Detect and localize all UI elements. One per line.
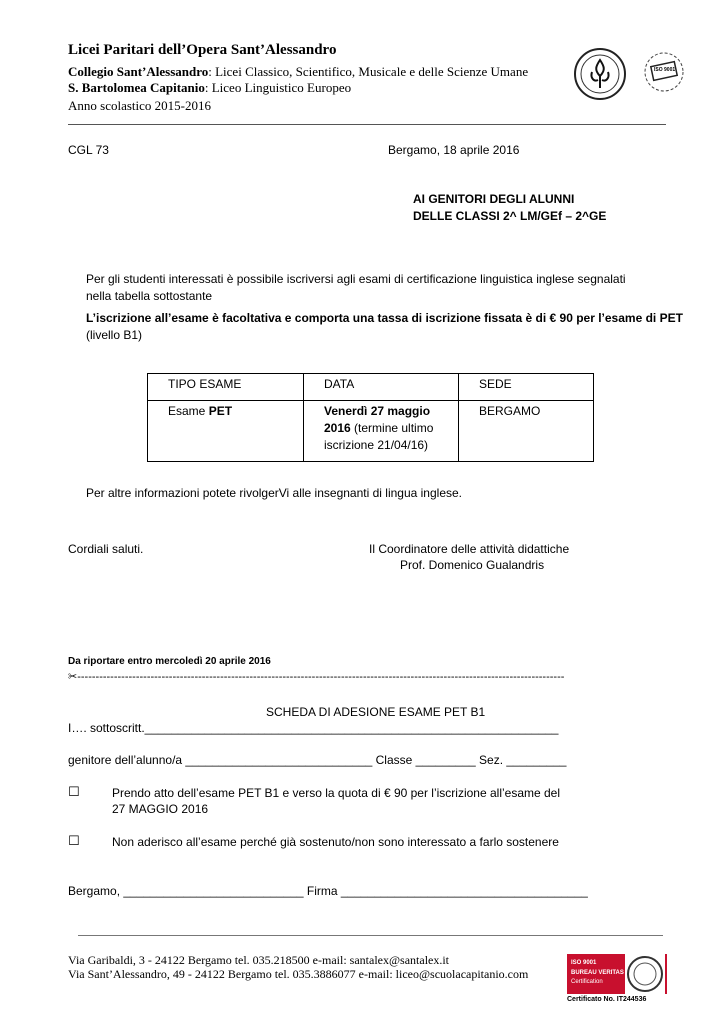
undersigned-field[interactable]: I…. sottoscritt.______________________________________________________________: [68, 721, 559, 735]
college-desc: : Licei Classico, Scientifico, Musicale e delle Scienze Umane: [208, 64, 529, 79]
liceo-desc: : Liceo Linguistico Europeo: [204, 80, 352, 95]
cert-label: Certification: [571, 979, 603, 985]
cell-exam-date: Venerdì 27 maggio 2016 (termine ultimo iscrizione 21/04/16): [304, 401, 459, 462]
school-logo-icon: [574, 48, 626, 100]
recipient-line-2: DELLE CLASSI 2^ LM/GEf – 2^GE: [413, 209, 607, 223]
header-data: DATA: [304, 374, 459, 401]
cert-brand: BUREAU VERITAS: [571, 970, 624, 976]
address-1: Via Garibaldi, 3 - 24122 Bergamo tel. 035.218500 e-mail: santalex@santalex.it: [68, 953, 450, 967]
table-header-row: [148, 374, 594, 401]
checkbox-decline[interactable]: ☐: [68, 834, 80, 849]
checkbox-accept[interactable]: ☐: [68, 785, 80, 800]
option-accept-line-2: 27 MAGGIO 2016: [112, 802, 209, 816]
return-deadline: Da riportare entro mercoledì 20 aprile 2016: [68, 656, 271, 667]
greeting: Cordiali saluti.: [68, 542, 144, 556]
cert-number: Certificato No. IT244536: [567, 996, 647, 1003]
cert-iso: ISO 9001: [571, 960, 597, 966]
school-year: Anno scolastico 2015-2016: [68, 98, 211, 113]
header-tipo-esame: TIPO ESAME: [148, 374, 304, 401]
bureau-veritas-badge: [567, 954, 667, 994]
form-title: SCHEDA DI ADESIONE ESAME PET B1: [266, 705, 486, 719]
parent-student-field[interactable]: genitore dell’alunno/a ____________________________ Classe _________ Sez. _________: [68, 753, 567, 767]
signatory-role: Il Coordinatore delle attività didattiche: [369, 542, 570, 556]
cut-line: [68, 670, 608, 683]
school-title: Licei Paritari dell’Opera Sant’Alessandro: [68, 42, 337, 58]
option-accept-line-1: Prendo atto dell’esame PET B1 e verso la quota di € 90 per l’iscrizione all’esame del: [112, 786, 561, 800]
protocol-ref: CGL 73: [68, 143, 109, 157]
header-line-1: [68, 64, 528, 80]
intro-line-1: Per gli studenti interessati è possibile iscriversi agli esami di certificazione linguistica inglese segnalati: [86, 272, 626, 286]
info-line: Per altre informazioni potete rivolgerVi alle insegnanti di lingua inglese.: [86, 486, 462, 500]
place-date: Bergamo, 18 aprile 2016: [388, 143, 520, 157]
cell-exam-type: Esame PET: [148, 401, 304, 462]
bureau-veritas-seal-icon: [625, 954, 665, 994]
quality-seal-label: ISO 9001: [654, 67, 676, 73]
liceo-name: S. Bartolomea Capitanio: [68, 80, 205, 95]
option-decline: Non aderisco all’esame perché già sostenuto/non sono interessato a farlo sostenere: [112, 835, 559, 849]
exam-table: [147, 373, 594, 462]
header-divider: [68, 124, 666, 125]
college-name: Collegio Sant’Alessandro: [68, 64, 209, 79]
date-signature-field[interactable]: Bergamo, ___________________________ Firma _____________________________________: [68, 884, 588, 898]
recipient-line-1: AI GENITORI DEGLI ALUNNI: [413, 192, 575, 206]
fee-line-1: L’iscrizione all’esame è facoltativa e comporta una tassa di iscrizione fissata è di € 90 per l’esame di PET: [86, 311, 683, 325]
cell-exam-place: BERGAMO: [459, 401, 594, 462]
dashed-cut-line: -------------------------------------------------------------------------------------------------------------------------------------: [77, 671, 565, 683]
signatory-name: Prof. Domenico Gualandris: [400, 558, 545, 572]
intro-line-2: nella tabella sottostante: [86, 289, 213, 303]
header-line-2: [68, 80, 351, 96]
fee-line-2: (livello B1): [86, 328, 143, 342]
quality-seal-icon: [642, 44, 686, 100]
header-sede: SEDE: [459, 374, 594, 401]
address-2: Via Sant’Alessandro, 49 - 24122 Bergamo tel. 035.3886077 e-mail: liceo@scuolacapitanio.com: [68, 967, 529, 981]
table-row: [148, 401, 594, 462]
scissors-icon: ✂: [68, 670, 78, 683]
footer-divider: [78, 935, 663, 936]
